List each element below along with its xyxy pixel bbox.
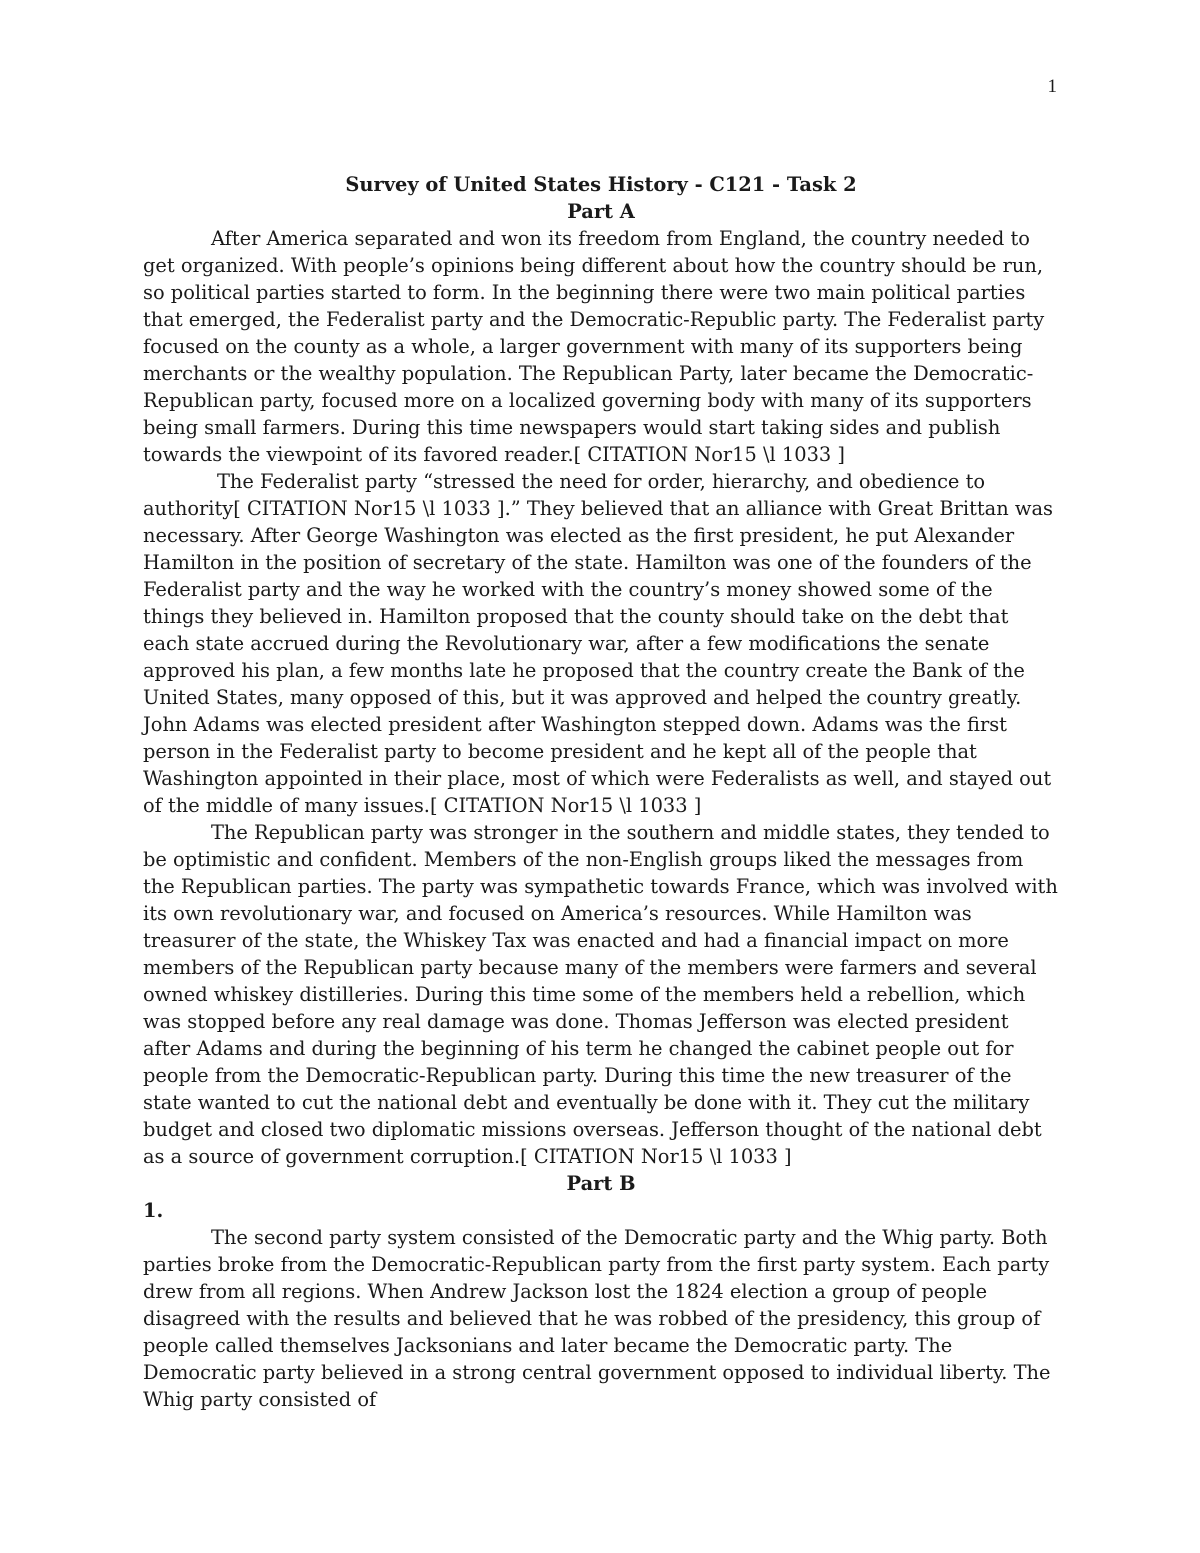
- part-a-paragraph-1: After America separated and won its freedom from England, the country needed to get organized. With people’s opinions being different about how the country should be run, so political parties started to form. In the beginning there were two main political parties that emerged, the Federalist party and the Democratic-Republic party. The Federalist party focused on the county as a whole, a larger government with many of its supporters being merchants or the wealthy population. The Republican Party, later became the Democratic-Republican party, focused more on a localized governing body with many of its supporters being small farmers. During this time newspapers would start taking sides and publish towards the viewpoint of its favored reader.[ CITATION Nor15 \l 1033 ]: [143, 227, 1045, 466]
- document-body: [143, 171, 1059, 1413]
- page-number: 1: [1047, 76, 1057, 97]
- part-a-paragraph-3: The Republican party was stronger in the southern and middle states, they tended to be optimistic and confident. Members of the non-English groups liked the messages from the Republican parties. The party was sympathetic towards France, which was involved with its own revolutionary war, and focused on America’s resources. While Hamilton was treasurer of the state, the Whiskey Tax was enacted and had a financial impact on more members of the Republican party because many of the members were farmers and several owned whiskey distilleries. During this time some of the members held a rebellion, which was stopped before any real damage was done. Thomas Jefferson was elected president after Adams and during the beginning of his term he changed the cabinet people out for people from the Democratic-Republican party. During this time the new treasurer of the state wanted to cut the national debt and eventually be done with it. They cut the military budget and closed two diplomatic missions overseas. Jefferson thought of the national debt as a source of government corruption.[ CITATION Nor15 \l 1033 ]: [143, 821, 1058, 1168]
- part-a-heading: Part A: [567, 200, 635, 223]
- document-title: Survey of United States History - C121 - Task 2: [345, 173, 857, 196]
- part-b-heading: Part B: [566, 1172, 636, 1195]
- part-b-paragraph-1: The second party system consisted of the Democratic party and the Whig party. Both parties broke from the Democratic-Republican party from the first party system. Each party drew from all regions. When Andrew Jackson lost the 1824 election a group of people disagreed with the results and believed that he was robbed of the presidency, this group of people called themselves Jacksonians and later became the Democratic party. The Democratic party believed in a strong central government opposed to individual liberty. The Whig party consisted of: [143, 1226, 1051, 1411]
- part-b-item-number: 1.: [143, 1199, 164, 1222]
- part-a-paragraph-2: The Federalist party “stressed the need for order, hierarchy, and obedience to authority[ CITATION Nor15 \l 1033 ].” They believed that an alliance with Great Brittan was necessary. After George Washington was elected as the first president, he put Alexander Hamilton in the position of secretary of the state. Hamilton was one of the founders of the Federalist party and the way he worked with the country’s money showed some of the things they believed in. Hamilton proposed that the county should take on the debt that each state accrued during the Revolutionary war, after a few modifications the senate approved his plan, a few months late he proposed that the country create the Bank of the United States, many opposed of this, but it was approved and helped the country greatly. John Adams was elected president after Washington stepped down. Adams was the first person in the Federalist party to become president and he kept all of the people that Washington appointed in their place, most of which were Federalists as well, and stayed out of the middle of many issues.[ CITATION Nor15 \l 1033 ]: [143, 470, 1053, 817]
